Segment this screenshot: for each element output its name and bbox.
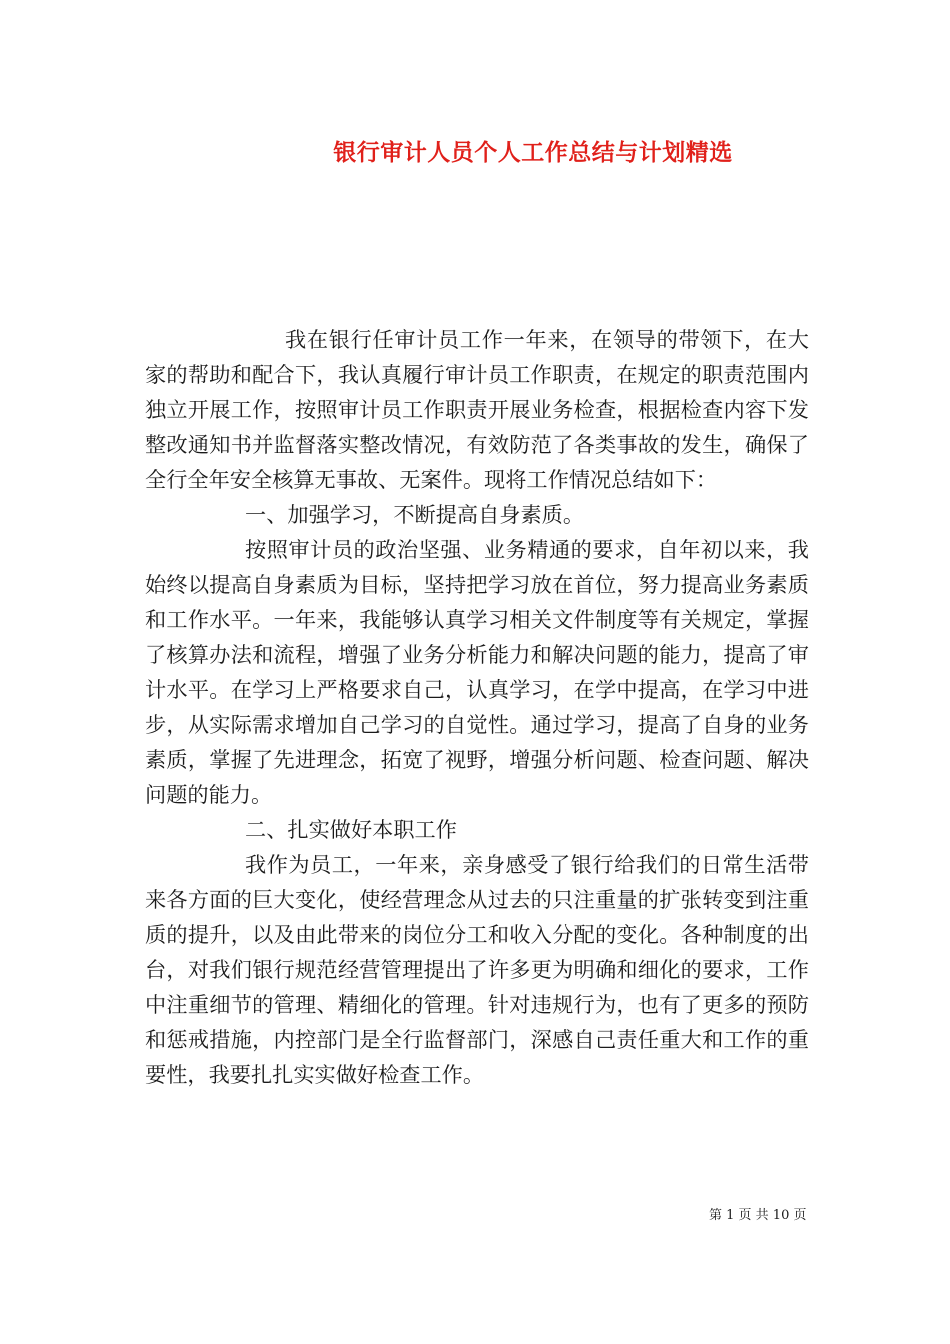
page-number-footer: 第 1 页 共 10 页 [709,1208,807,1223]
document-body [145,322,809,1092]
section-heading-1: 一、加强学习，不断提高自身素质。 [245,502,585,527]
paragraph-intro: 我在银行任审计员工作一年来，在领导的带领下，在大家的帮助和配合下，我认真履行审计员工作职责，在规定的职责范围内独立开展工作，按照审计员工作职责开展业务检查，根据检查内容下发整改通知书并监督落实整改情况，有效防范了各类事故的发生，确保了全行全年安全核算无事故、无案件。现将工作情况总结如下： [145,327,809,492]
paragraph-section-1: 按照审计员的政治坚强、业务精通的要求，自年初以来，我始终以提高自身素质为目标，坚持把学习放在首位，努力提高业务素质和工作水平。一年来，我能够认真学习相关文件制度等有关规定，掌握了核算办法和流程，增强了业务分析能力和解决问题的能力，提高了审计水平。在学习上严格要求自己，认真学习，在学中提高，在学习中进步，从实际需求增加自己学习的自觉性。通过学习，提高了自身的业务素质，掌握了先进理念，拓宽了视野，增强分析问题、检查问题、解决问题的能力。 [145,537,809,807]
section-heading-2: 二、扎实做好本职工作 [245,817,457,842]
document-title: 银行审计人员个人工作总结与计划精选 [333,139,733,166]
paragraph-section-2: 我作为员工，一年来，亲身感受了银行给我们的日常生活带来各方面的巨大变化，使经营理念从过去的只注重量的扩张转变到注重质的提升，以及由此带来的岗位分工和收入分配的变化。各种制度的出台，对我们银行规范经营管理提出了许多更为明确和细化的要求，工作中注重细节的管理、精细化的管理。针对违规行为，也有了更多的预防和惩戒措施，内控部门是全行监督部门，深感自己责任重大和工作的重要性，我要扎扎实实做好检查工作。 [145,852,809,1087]
